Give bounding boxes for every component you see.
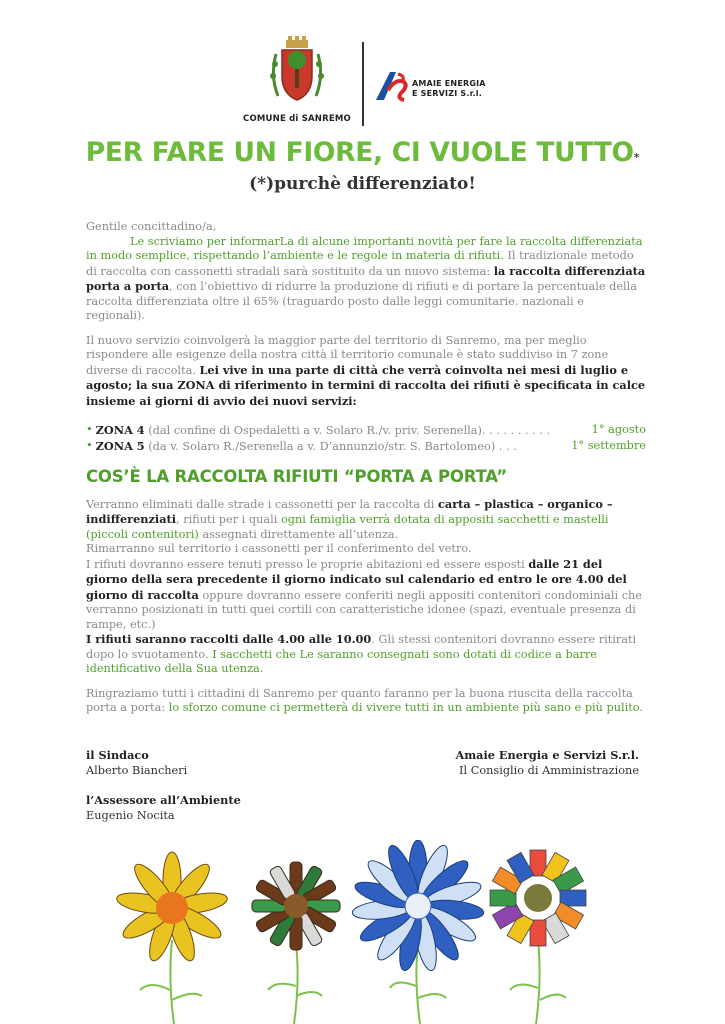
s1a: Verranno eliminati dalle strade i cassonetti per la raccolta di	[86, 497, 438, 511]
s4c: I sacchetti che Le saranno consegnati sono dotati di codice a barre identificativo della Sua utenza.	[86, 647, 597, 675]
amaie-line2: E SERVIZI S.r.l.	[412, 89, 482, 98]
subheadline: (*)purchè differenziato!	[249, 174, 476, 194]
header-divider	[362, 42, 364, 126]
packaging-flower	[490, 850, 586, 946]
s4a: I rifiuti saranno raccolti dalle 4.00 alle 10.00	[86, 632, 372, 646]
letter-body	[86, 220, 646, 716]
signature-assessore	[86, 793, 241, 823]
zone-list	[86, 423, 646, 454]
letter-header	[0, 22, 725, 124]
amaie-logo-icon	[374, 68, 410, 102]
sindaco-name: Alberto Biancheri	[86, 764, 188, 777]
assessore-name: Eugenio Nocita	[86, 809, 175, 822]
s1e: assegnati direttamente all’utenza.	[198, 527, 399, 541]
amaie-sign-name: Il Consiglio di Amministrazione	[459, 764, 639, 777]
headline	[0, 137, 725, 168]
zones-paragraph	[86, 334, 646, 410]
zones-intro-bold: Lei vive in una parte di città che verrà coinvolta nei mesi di luglio e agosto; la sua ZONA di riferimento in termini di raccolta dei rifiuti è specificata in calce insieme ai giorni di avvio dei nuovi servizi:	[86, 362, 646, 408]
bottle-flower	[252, 862, 340, 950]
section-paragraph-1	[86, 497, 646, 543]
intro-bold: la raccolta differenziata porta a porta	[86, 263, 646, 293]
zone-item	[86, 439, 646, 455]
intro-green: Le scriviamo per informarLa di alcune importanti novità per fare la raccolta differenziata in modo semplice, rispettando l’ambiente e le regole in materia di rifiuti.	[86, 234, 643, 262]
amaie-line1: AMAIE ENERGIA	[412, 79, 486, 88]
intro-end: , con l’obiettivo di ridurre la produzione di rifiuti e di portare la percentuale della raccolta differenziata oltre il 65% (traguardo posto dalle leggi comunitarie. nazionali e regionali).	[86, 280, 638, 322]
s1b: carta – plastica – organico – indifferenziati	[86, 496, 613, 526]
amaie-name	[412, 79, 486, 99]
zone-desc: (dal confine di Ospedaletti a v. Solaro R./v. priv. Serenella). . . . . . . . . .	[144, 424, 551, 437]
sindaco-title: il Sindaco	[86, 748, 149, 762]
s4b: . Gli stessi contenitori dovranno essere ritirati dopo lo svuotamento.	[86, 633, 637, 661]
s5b: lo sforzo comune ci permetterà di vivere tutti in un ambiente più sano e più pulito.	[168, 701, 643, 714]
s3b: dalle 21 del giorno della sera precedente il giorno indicato sul calendario ed entro le ore 4.00 del giorno di raccolta	[86, 556, 627, 602]
headline-star: *	[633, 151, 640, 164]
coat-of-arms-icon	[268, 36, 326, 106]
zone-name: ZONA 5	[95, 438, 145, 453]
signature-sindaco	[86, 748, 187, 778]
greeting: Gentile concittadino/a,	[86, 220, 217, 233]
section-title: COS’È LA RACCOLTA RIFIUTI “PORTA A PORTA”	[86, 467, 508, 486]
s5a: Ringraziamo tutti i cittadini di Sanremo per quanto faranno per la buona riuscita della raccolta porta a porta:	[86, 686, 633, 714]
flower-stems	[140, 938, 566, 1024]
zones-intro-grey: Il nuovo servizio coinvolgerà la maggior parte del territorio di Sanremo, ma per meglio rispondere alle esigenze della nostra città il territorio comunale è stato suddiviso in 7 zone diverse di raccolta.	[86, 333, 609, 377]
zone-desc: (da v. Solaro R./Serenella a v. D’annunzio/str. S. Bartolomeo) . . .	[144, 439, 517, 453]
zone-date: 1° settembre	[571, 438, 646, 452]
s1c: , rifiuti per i quali	[176, 513, 281, 526]
signature-amaie	[455, 748, 639, 778]
section-paragraph-2: Rimarranno sul territorio i cassonetti per il conferimento del vetro.	[86, 542, 472, 555]
zone-date: 1° agosto	[591, 423, 646, 436]
assessore-title: l’Assessore all’Ambiente	[86, 793, 241, 807]
s3c: oppure dovranno essere conferiti negli appositi contenitori condominiali che verranno posizionati in tutti quei cortili con caratteristiche idonee (spazi, eventuale presenza di rampe, etc.)	[86, 588, 642, 631]
section-paragraph-5	[86, 687, 646, 716]
section-paragraph-3	[86, 557, 646, 633]
intro-paragraph	[86, 235, 646, 324]
amaie-sign-title: Amaie Energia e Servizi S.r.l.	[455, 748, 639, 762]
section-paragraph-4	[86, 632, 646, 677]
recycled-flowers-illustration	[100, 840, 640, 1024]
zone-name: ZONA 4	[95, 423, 145, 437]
headline-text: PER FARE UN FIORE, CI VUOLE TUTTO	[85, 137, 634, 168]
zone-bullet: •	[86, 423, 93, 436]
zone-item	[86, 423, 646, 439]
comune-label: COMUNE di SANREMO	[243, 114, 351, 124]
s1d: ogni famiglia verrà dotata di appositi sacchetti e mastelli (piccoli contenitori)	[86, 513, 609, 541]
zone-bullet: •	[86, 438, 93, 452]
intro-grey: Il tradizionale metodo di raccolta con cassonetti stradali sarà sostituito da un nuovo sistema:	[86, 249, 634, 278]
s3a: I rifiuti dovranno essere tenuti presso le proprie abitazioni ed essere esposti	[86, 557, 529, 571]
